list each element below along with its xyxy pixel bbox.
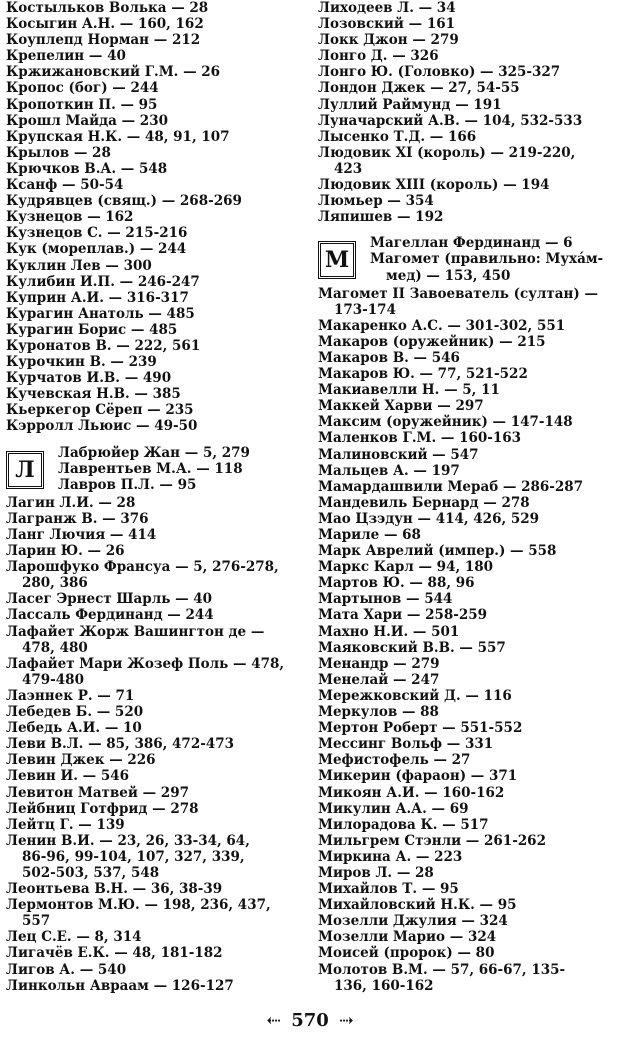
index-entry xyxy=(6,418,300,434)
entry-text: Курагин Борис — 485 xyxy=(6,321,178,338)
entry-text: Лафайет Мари Жозеф Поль — 478, xyxy=(6,655,285,672)
index-entry xyxy=(318,640,614,656)
index-entry xyxy=(318,785,614,801)
entry-text: Лейтц Г. — 139 xyxy=(6,816,125,833)
index-entry xyxy=(318,97,614,113)
entry-text: Лермонтов М.Ю. — 198, 236, 437, xyxy=(6,897,271,914)
index-entry xyxy=(318,463,614,479)
entry-text: Макаров Ю. — 77, 521-522 xyxy=(318,366,528,383)
index-entry xyxy=(318,447,614,463)
index-entry xyxy=(6,225,300,241)
entry-text: Лассаль Фердинанд — 244 xyxy=(6,607,214,624)
entry-text: Лиходеев Л. — 34 xyxy=(318,0,456,16)
entry-text: Мессинг Вольф — 331 xyxy=(318,736,494,753)
entries-m-block xyxy=(318,286,614,994)
index-entry xyxy=(318,16,614,32)
entry-text: Лигачёв Е.К. — 48, 181-182 xyxy=(6,945,223,962)
entry-text: Лебедев Б. — 520 xyxy=(6,704,144,721)
entry-text: Маркс Карл — 94, 180 xyxy=(318,559,494,576)
index-entry xyxy=(6,768,300,784)
entry-text: Крючков В.А. — 548 xyxy=(6,160,168,177)
entry-text: Леонтьева В.Н. — 36, 38-39 xyxy=(6,881,223,898)
entry-text: Мережковский Д. — 116 xyxy=(318,687,512,704)
entry-text: Миров Л. — 28 xyxy=(318,864,434,881)
entry-text: Локк Джон — 279 xyxy=(318,32,459,49)
entry-text: Марк Аврелий (импер.) — 558 xyxy=(318,543,557,560)
entry-text: Левин Джек — 226 xyxy=(6,752,156,769)
entry-text: Левин И. — 546 xyxy=(6,768,130,785)
index-entry xyxy=(318,768,614,784)
index-entry xyxy=(6,527,300,543)
entry-text: Лейбниц Готфрид — 278 xyxy=(6,800,199,817)
index-entry xyxy=(318,801,614,817)
entry-text: Куронатов В. — 222, 561 xyxy=(6,337,201,354)
index-entry xyxy=(318,64,614,80)
index-entry xyxy=(318,543,614,559)
entry-text: Лозовский — 161 xyxy=(318,16,456,33)
entry-continuation: 502-503, 537, 548 xyxy=(22,864,160,881)
entry-text: Левитон Матвей — 297 xyxy=(6,784,189,801)
index-entry xyxy=(370,251,614,283)
index-entry xyxy=(318,672,614,688)
entry-text: Кропоткин П. — 95 xyxy=(6,96,158,113)
left-arrow-icon: ⇠ xyxy=(266,1011,281,1031)
entry-continuation: 136, 160-162 xyxy=(334,977,434,994)
index-entry xyxy=(318,113,614,129)
index-entry xyxy=(318,833,614,849)
index-entry xyxy=(6,511,300,527)
entry-text: Лагранж В. — 376 xyxy=(6,510,149,527)
entry-text: Меркулов — 88 xyxy=(318,704,439,721)
entry-continuation: 557 xyxy=(22,913,51,930)
entry-text: Лысенко Т.Д. — 166 xyxy=(318,128,477,145)
index-entry xyxy=(6,16,300,32)
entry-continuation: 423 xyxy=(334,160,363,177)
entry-continuation: 280, 386 xyxy=(22,575,88,592)
index-entry xyxy=(6,64,300,80)
entry-text: Мао Цзэдун — 414, 426, 529 xyxy=(318,510,540,527)
entry-text: Кулибин И.П. — 246-247 xyxy=(6,273,200,290)
entries-l-block xyxy=(6,495,300,994)
section-letter-box: М xyxy=(318,241,356,279)
index-entry xyxy=(318,929,614,945)
entry-text: Лигов А. — 540 xyxy=(6,961,127,978)
entry-text: Людовик XIII (король) — 194 xyxy=(318,177,550,194)
entry-text: Мамардашвили Мераб — 286-287 xyxy=(318,478,584,495)
index-entry xyxy=(318,591,614,607)
index-entry xyxy=(318,350,614,366)
entry-text: Магомет II Завоеватель (султан) — xyxy=(318,285,598,302)
entries-l-continued-block xyxy=(318,0,614,225)
index-entry xyxy=(6,241,300,257)
right-arrow-icon: ⇢ xyxy=(339,1011,354,1031)
index-entry xyxy=(318,720,614,736)
entry-text: Михайловский Н.К. — 95 xyxy=(318,897,517,914)
entry-text: Мальцев А. — 197 xyxy=(318,462,460,479)
entry-text: Мильгрем Стэнли — 261-262 xyxy=(318,832,546,849)
index-entry xyxy=(6,962,300,978)
index-entry xyxy=(318,962,614,994)
entry-text: Милорадова К. — 517 xyxy=(318,816,489,833)
index-entry xyxy=(6,559,300,591)
entry-text: Маккей Харви — 297 xyxy=(318,398,484,415)
entry-text: Мозелли Марио — 324 xyxy=(318,929,497,946)
index-entry xyxy=(318,286,614,318)
entry-text: Микерин (фараон) — 371 xyxy=(318,768,518,785)
entry-text: Кучевская Н.В. — 385 xyxy=(6,386,181,403)
entry-text: Лаэннек Р. — 71 xyxy=(6,687,135,704)
entry-text: Кузнецов — 162 xyxy=(6,209,134,226)
index-entry xyxy=(6,274,300,290)
entry-text: Ларошфуко Франсуа — 5, 276-278, xyxy=(6,559,279,576)
index-entry xyxy=(6,290,300,306)
entry-continuation: 479-480 xyxy=(22,671,84,688)
entry-text: Лафайет Жорж Вашингтон де — xyxy=(6,623,265,640)
entry-text: Кьеркегор Сёреп — 235 xyxy=(6,402,194,419)
index-entry xyxy=(318,704,614,720)
section-m xyxy=(318,235,614,283)
index-entry xyxy=(318,48,614,64)
index-entry xyxy=(6,370,300,386)
entry-text: Макаренко А.С. — 301-302, 551 xyxy=(318,317,566,334)
entry-continuation: 173-174 xyxy=(334,301,396,318)
index-entry xyxy=(318,624,614,640)
index-entry xyxy=(6,688,300,704)
entry-text: Крупская Н.К. — 48, 91, 107 xyxy=(6,128,230,145)
index-entry xyxy=(318,80,614,96)
index-entry xyxy=(318,479,614,495)
index-entry xyxy=(58,477,300,493)
entry-text: Крошл Майда — 230 xyxy=(6,112,168,129)
index-entry xyxy=(6,978,300,994)
section-head-entries xyxy=(370,235,614,283)
index-entry xyxy=(318,382,614,398)
entry-text: Моисей (пророк) — 80 xyxy=(318,945,495,962)
index-entry xyxy=(318,527,614,543)
index-entry xyxy=(318,736,614,752)
index-entry xyxy=(318,575,614,591)
entry-text: Махно Н.И. — 501 xyxy=(318,623,460,640)
entry-text: Мандевиль Бернард — 278 xyxy=(318,494,530,511)
index-entry xyxy=(318,559,614,575)
entry-text: Леви В.Л. — 85, 386, 472-473 xyxy=(6,736,234,753)
entries-k-block xyxy=(6,0,300,435)
page-number: 570 xyxy=(291,1010,329,1031)
entry-text: Микоян А.И. — 160-162 xyxy=(318,784,505,801)
index-entry xyxy=(6,48,300,64)
entry-text: Лавров П.Л. — 95 xyxy=(58,476,197,493)
entry-text: Крылов — 28 xyxy=(6,144,111,161)
index-entry xyxy=(318,193,614,209)
index-entry xyxy=(6,801,300,817)
index-entry xyxy=(318,881,614,897)
entry-text: Ласег Эрнест Шарль — 40 xyxy=(6,591,213,608)
index-entry xyxy=(6,607,300,623)
index-entry xyxy=(6,833,300,881)
index-entry xyxy=(6,495,300,511)
entry-text: Макаров (оружейник) — 215 xyxy=(318,333,546,350)
entry-text: Лаврентьев М.А. — 118 xyxy=(58,460,243,477)
entry-text: Кржижановский Г.М. — 26 xyxy=(6,64,221,81)
index-entry xyxy=(6,785,300,801)
entry-text: Ксанф — 50-54 xyxy=(6,177,124,194)
entry-text: Лабрюйер Жан — 5, 279 xyxy=(58,444,250,461)
index-entry xyxy=(318,334,614,350)
entry-text: Куприн А.И. — 316-317 xyxy=(6,289,189,306)
index-entry xyxy=(318,318,614,334)
entry-text: Мефистофель — 27 xyxy=(318,752,471,769)
entry-text: Максим (оружейник) — 147-148 xyxy=(318,414,573,431)
page-footer xyxy=(0,1010,620,1031)
index-entry xyxy=(6,193,300,209)
entry-text: Куклин Лев — 300 xyxy=(6,257,152,274)
entry-text: Малиновский — 547 xyxy=(318,446,479,463)
entry-text: Ляпишев — 192 xyxy=(318,209,444,226)
index-entry xyxy=(6,929,300,945)
entry-text: Микулин А.А. — 69 xyxy=(318,800,469,817)
index-entry xyxy=(318,177,614,193)
entry-text: Магеллан Фердинанд — 6 xyxy=(370,235,573,252)
entry-text: Курчатов И.В. — 490 xyxy=(6,370,172,387)
index-entry xyxy=(58,461,300,477)
entry-text: Макиавелли Н. — 5, 11 xyxy=(318,382,500,399)
entry-text: Молотов В.М. — 57, 66-67, 135- xyxy=(318,961,566,978)
entry-text: Мертон Роберт — 551-552 xyxy=(318,720,523,737)
index-entry xyxy=(6,338,300,354)
entry-text: Коуплепд Норман — 212 xyxy=(6,32,201,49)
entry-text: Луллий Раймунд — 191 xyxy=(318,96,502,113)
index-entry xyxy=(6,881,300,897)
index-entry xyxy=(318,752,614,768)
index-entry xyxy=(318,607,614,623)
entry-text: Мозелли Джулия — 324 xyxy=(318,913,508,930)
index-entry xyxy=(6,209,300,225)
index-entry xyxy=(6,817,300,833)
index-entry xyxy=(318,430,614,446)
entry-text: Менандр — 279 xyxy=(318,655,440,672)
entry-text: Лондон Джек — 27, 54-55 xyxy=(318,80,520,97)
entry-text: Маяковский В.В. — 557 xyxy=(318,639,506,656)
entry-text: Ланг Лючия — 414 xyxy=(6,527,157,543)
index-entry xyxy=(318,656,614,672)
section-l xyxy=(6,445,300,493)
entry-text: Магомет (правильно: Мухáм- xyxy=(370,251,604,268)
entry-text: Михайлов Т. — 95 xyxy=(318,881,459,898)
index-entry xyxy=(318,817,614,833)
entry-text: Менелай — 247 xyxy=(318,671,440,688)
index-entry xyxy=(6,543,300,559)
index-entry xyxy=(318,145,614,177)
entry-text: Кропос (бог) — 244 xyxy=(6,80,159,97)
entry-text: Мата Хари — 258-259 xyxy=(318,607,488,624)
entry-text: Мариле — 68 xyxy=(318,527,421,543)
index-entry xyxy=(318,913,614,929)
entry-text: Лебедь А.И. — 10 xyxy=(6,720,142,737)
entry-text: Мартынов — 544 xyxy=(318,591,453,608)
entry-text: Маленков Г.М. — 160-163 xyxy=(318,430,522,447)
index-entry xyxy=(6,322,300,338)
index-entry xyxy=(318,129,614,145)
entry-text: Люмьер — 354 xyxy=(318,193,434,210)
index-entry xyxy=(6,704,300,720)
index-entry xyxy=(6,161,300,177)
entry-text: Луначарский А.В. — 104, 532-533 xyxy=(318,112,583,129)
index-entry xyxy=(6,177,300,193)
section-head-entries xyxy=(58,445,300,493)
index-entry xyxy=(6,752,300,768)
entry-continuation: 86-96, 99-104, 107, 327, 339, xyxy=(22,848,245,865)
index-entry xyxy=(318,0,614,16)
entry-text: Людовик XI (король) — 219-220, xyxy=(318,144,576,161)
index-entry xyxy=(6,624,300,656)
index-entry xyxy=(318,366,614,382)
index-entry xyxy=(318,209,614,225)
index-entry xyxy=(6,129,300,145)
entry-text: Лонго Д. — 326 xyxy=(318,48,439,65)
entry-text: Ларин Ю. — 26 xyxy=(6,543,125,560)
index-entry xyxy=(318,398,614,414)
entry-text: Костыльков Волька — 28 xyxy=(6,0,209,16)
index-entry xyxy=(318,897,614,913)
entry-text: Кудрявцев (свящ.) — 268-269 xyxy=(6,193,242,210)
entry-text: Косыгин А.Н. — 160, 162 xyxy=(6,16,204,33)
index-entry xyxy=(318,849,614,865)
index-entry xyxy=(6,386,300,402)
index-entry xyxy=(6,591,300,607)
index-entry xyxy=(6,736,300,752)
index-entry xyxy=(6,113,300,129)
entry-text: Миркина А. — 223 xyxy=(318,848,463,865)
entry-text: Курагин Анатоль — 485 xyxy=(6,305,195,322)
entry-text: Курочкин В. — 239 xyxy=(6,354,157,371)
index-entry xyxy=(6,656,300,688)
index-entry xyxy=(6,97,300,113)
index-entry xyxy=(6,897,300,929)
entry-text: Кузнецов С. — 215-216 xyxy=(6,225,188,242)
left-column xyxy=(6,0,300,994)
entry-text: Макаров В. — 546 xyxy=(318,349,460,366)
entry-text: Лец С.Е. — 8, 314 xyxy=(6,929,142,946)
index-entry xyxy=(318,511,614,527)
index-entry xyxy=(318,945,614,961)
index-entry xyxy=(6,720,300,736)
index-entry xyxy=(370,235,614,251)
entry-text: Крепелин — 40 xyxy=(6,48,126,65)
index-entry xyxy=(318,495,614,511)
entry-continuation: 478, 480 xyxy=(22,639,88,656)
entry-continuation: мед) — 153, 450 xyxy=(386,267,511,284)
index-entry xyxy=(318,688,614,704)
index-entry xyxy=(6,32,300,48)
entry-text: Лагин Л.И. — 28 xyxy=(6,494,136,511)
index-entry xyxy=(6,402,300,418)
index-entry xyxy=(58,445,300,461)
entry-text: Ленин В.И. — 23, 26, 33-34, 64, xyxy=(6,832,250,849)
index-entry xyxy=(318,414,614,430)
entry-text: Кэрролл Льюис — 49-50 xyxy=(6,418,198,435)
entry-text: Линкольн Авраам — 126-127 xyxy=(6,977,234,994)
section-letter-box: Л xyxy=(6,451,44,489)
index-entry xyxy=(6,354,300,370)
entry-text: Мартов Ю. — 88, 96 xyxy=(318,575,475,592)
index-entry xyxy=(6,945,300,961)
index-entry xyxy=(6,306,300,322)
entry-text: Лонго Ю. (Головко) — 325-327 xyxy=(318,64,561,81)
index-entry xyxy=(318,865,614,881)
index-entry xyxy=(6,258,300,274)
right-column xyxy=(318,0,614,994)
index-entry xyxy=(318,32,614,48)
index-entry xyxy=(6,80,300,96)
index-entry xyxy=(6,0,300,16)
index-entry xyxy=(6,145,300,161)
entry-text: Кук (мореплав.) — 244 xyxy=(6,241,187,258)
